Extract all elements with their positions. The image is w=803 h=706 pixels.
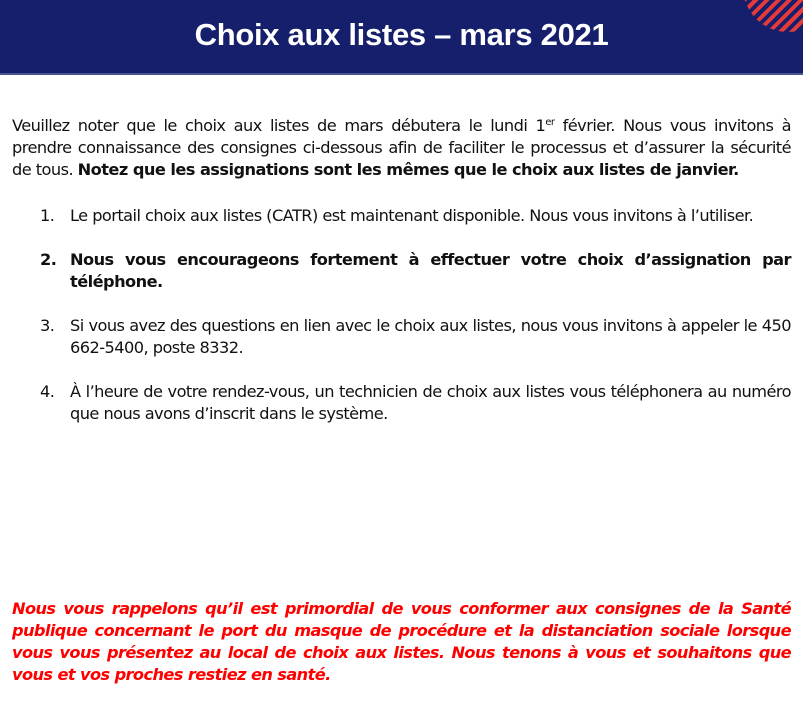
list-text: Nous vous encourageons fortement à effectuer votre choix d’assignation par téléphone. bbox=[70, 250, 791, 291]
page-title: Choix aux listes – mars 2021 bbox=[194, 17, 609, 52]
list-item bbox=[12, 315, 791, 359]
intro-text-continued: février. Nous vous invitons à prendre connaissance des consignes ci-dessous afin de faciliter le processus et d’assurer la sécurité de tous. bbox=[12, 116, 791, 179]
list-item bbox=[12, 205, 791, 227]
ordinal-superscript: er bbox=[545, 117, 555, 128]
header-banner bbox=[0, 0, 803, 75]
instructions-list bbox=[12, 205, 791, 425]
list-number: 4. bbox=[40, 382, 55, 401]
list-text: Si vous avez des questions en lien avec le choix aux listes, nous vous invitons à appeler le 450 662-5400, poste 8332. bbox=[70, 316, 791, 357]
list-text: À l’heure de votre rendez-vous, un technicien de choix aux listes vous téléphonera au numéro que nous avons d’inscrit dans le système. bbox=[70, 382, 791, 423]
intro-bold-note: Notez que les assignations sont les mêmes que le choix aux listes de janvier. bbox=[77, 160, 739, 179]
list-number: 2. bbox=[40, 250, 57, 269]
list-item bbox=[12, 249, 791, 293]
list-number: 1. bbox=[40, 206, 55, 225]
list-item bbox=[12, 381, 791, 425]
health-warning: Nous vous rappelons qu’il est primordial de vous conformer aux consignes de la Santé publique concernant le port du masque de procédure et la distanciation sociale lorsque vous vous présentez au local de choix aux listes. Nous tenons à vous et souhaitons que vous et vos proches restiez en santé. bbox=[12, 599, 791, 684]
list-number: 3. bbox=[40, 316, 55, 335]
intro-paragraph bbox=[12, 115, 791, 181]
notice-body bbox=[12, 115, 791, 447]
list-text: Le portail choix aux listes (CATR) est maintenant disponible. Nous vous invitons à l’utiliser. bbox=[70, 206, 754, 225]
intro-text: Veuillez noter que le choix aux listes de mars débutera le lundi 1 bbox=[12, 116, 546, 135]
